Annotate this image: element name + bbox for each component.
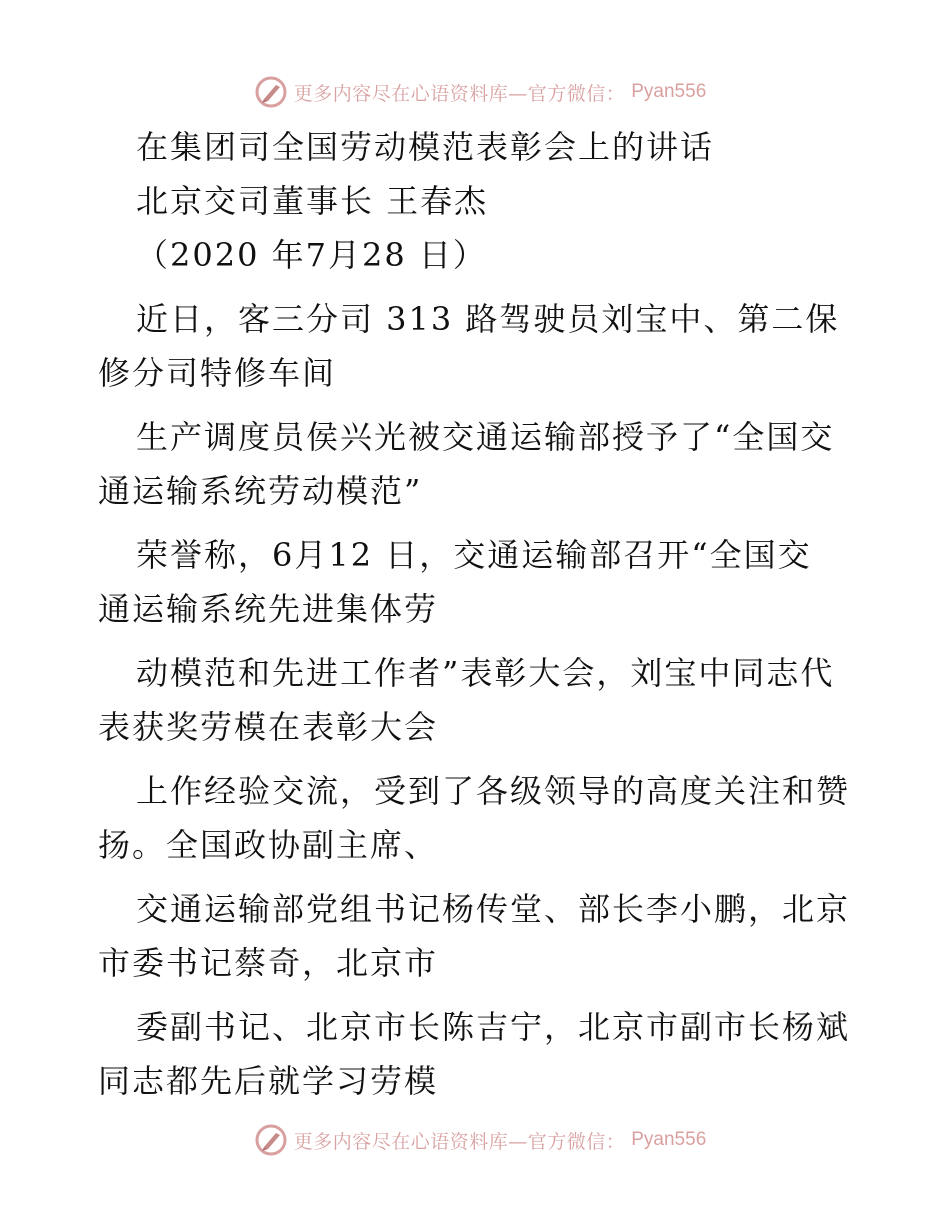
document-body <box>98 120 858 1108</box>
watermark-handle: Pyan556 <box>631 1129 707 1150</box>
paragraph-line: 交通运输部党组书记杨传堂、部长李小鹏，北京 <box>136 890 851 928</box>
paragraph-line: 生产调度员侯兴光被交通运输部授予了“全国交 <box>136 418 835 456</box>
document-title: 在集团司全国劳动模范表彰会上的讲话 <box>136 128 715 166</box>
pen-logo-icon <box>254 1123 288 1157</box>
watermark-text: 更多内容尽在心语资料库—官方微信： <box>293 82 626 105</box>
watermark-handle: Pyan556 <box>631 81 707 102</box>
paragraph-line: 通运输系统劳动模范” <box>98 472 423 510</box>
pen-logo-icon <box>254 75 288 109</box>
footer-watermark <box>0 1120 950 1160</box>
paragraph-line: 表获奖劳模在表彰大会 <box>98 708 439 746</box>
paragraph-line: 修分司特修车间 <box>98 354 337 392</box>
paragraph-line: 委副书记、北京市长陈吉宁，北京市副市长杨斌 <box>136 1008 851 1046</box>
speaker-line: 北京交司董事长 王春杰 <box>136 182 489 220</box>
header-watermark <box>0 72 950 112</box>
paragraph-line: 荣誉称，6月12 日，交通运输部召开“全国交 <box>136 536 812 574</box>
date-line: （2020 年7月28 日） <box>136 236 487 274</box>
paragraph-line: 扬。全国政协副主席、 <box>98 826 439 864</box>
watermark-text: 更多内容尽在心语资料库—官方微信： <box>293 1130 626 1153</box>
paragraph-line: 市委书记蔡奇，北京市 <box>98 944 439 982</box>
paragraph-line: 动模范和先进工作者”表彰大会，刘宝中同志代 <box>136 654 835 692</box>
paragraph-line: 近日，客三分司 313 路驾驶员刘宝中、第二保 <box>136 300 840 338</box>
paragraph-line: 同志都先后就学习劳模 <box>98 1062 439 1100</box>
paragraph-line: 上作经验交流，受到了各级领导的高度关注和赞 <box>136 772 851 810</box>
paragraph-line: 通运输系统先进集体劳 <box>98 590 439 628</box>
